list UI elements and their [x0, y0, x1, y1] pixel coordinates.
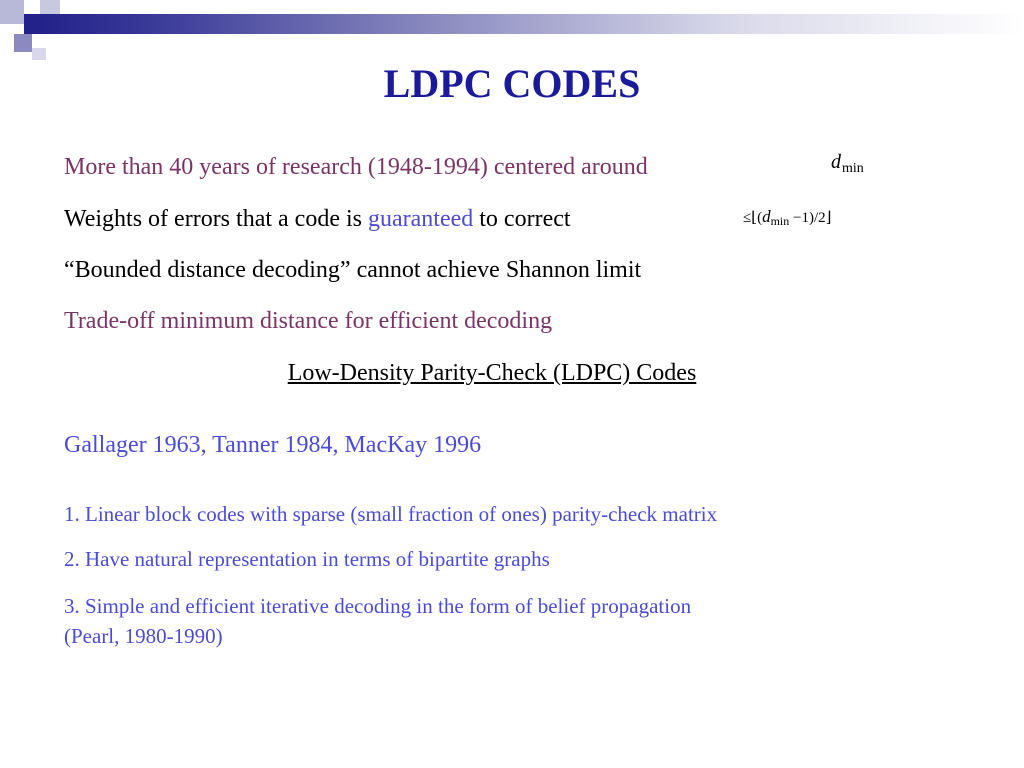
- header-square: [24, 14, 40, 34]
- slide-title: LDPC CODES: [383, 61, 641, 106]
- math-var: d: [831, 151, 841, 173]
- list-item-continuation: (Pearl, 1980-1990): [64, 624, 223, 648]
- header-square: [40, 0, 60, 14]
- bullet-error-weights: [64, 206, 571, 233]
- list-item: 3. Simple and efficient iterative decoding in the form of belief propagation: [64, 594, 692, 618]
- bullet-error-weights-suffix: to correct: [473, 206, 571, 232]
- math-subscript: min: [842, 161, 864, 176]
- ldpc-heading: Low-Density Parity-Check (LDPC) Codes: [287, 360, 697, 386]
- list-item: 2. Have natural representation in terms of bipartite graphs: [64, 547, 550, 571]
- math-tail: −1)/2⌋: [789, 210, 832, 226]
- list-item: 1. Linear block codes with sparse (small fraction of ones) parity-check matrix: [64, 502, 718, 526]
- header-square: [14, 34, 32, 52]
- highlight-guaranteed: guaranteed: [367, 206, 474, 232]
- header-gradient-bar: [40, 14, 1024, 34]
- math-le-floor: ≤⌊(: [743, 210, 763, 226]
- bullet-research-history: More than 40 years of research (1948-1994) centered around: [64, 154, 648, 180]
- bullet-bounded-distance: “Bounded distance decoding” cannot achieve Shannon limit: [64, 257, 642, 283]
- math-error-bound: [743, 207, 832, 227]
- math-subscript: min: [770, 214, 790, 228]
- math-var: d: [762, 207, 771, 226]
- bullet-error-weights-prefix: Weights of errors that a code is: [64, 206, 368, 232]
- references-line: Gallager 1963, Tanner 1984, MacKay 1996: [64, 432, 482, 458]
- header-square: [32, 48, 46, 60]
- bullet-tradeoff: Trade-off minimum distance for efficient decoding: [64, 308, 553, 334]
- math-dmin: [831, 151, 864, 174]
- header-square: [0, 0, 24, 24]
